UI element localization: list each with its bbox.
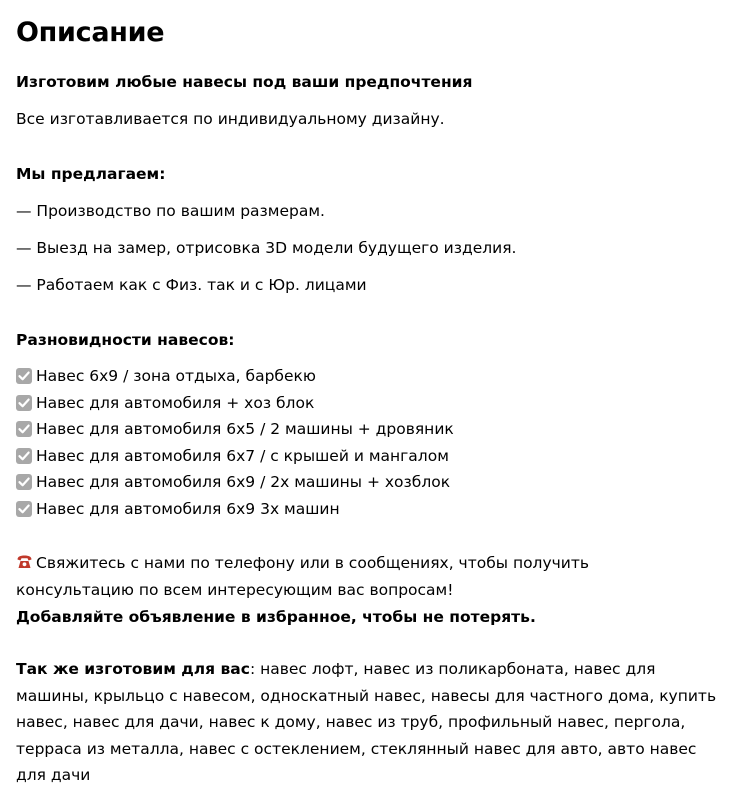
- also-paragraph: [16, 656, 730, 789]
- check-box-icon: [16, 395, 32, 411]
- check-box-icon: [16, 501, 32, 517]
- type-label: Навес для автомобиля 6х9 3х машин: [36, 499, 340, 518]
- types-list: [16, 363, 730, 522]
- intro-text: Все изготавливается по индивидуальному дизайну.: [16, 110, 445, 128]
- offer-line: — Работаем как с Физ. так и с Юр. лицами: [16, 276, 367, 294]
- list-item: [16, 390, 730, 417]
- offer-line: — Выезд на замер, отрисовка 3D модели будущего изделия.: [16, 239, 517, 257]
- favorite-note: Добавляйте объявление в избранное, чтобы не потерять.: [16, 608, 536, 626]
- also-text: : навес лофт, навес из поликарбоната, навес для машины, крыльцо с навесом, односкатный навес, навесы для частного дома, купить навес, навес для дачи, навес к дому, навес из труб, профильный навес, пергола, терраса из металла, навес с остеклением, стеклянный навес для авто, авто навес для дачи: [16, 660, 717, 784]
- check-box-icon: [16, 448, 32, 464]
- type-label: Навес для автомобиля 6х5 / 2 машины + дровяник: [36, 420, 454, 439]
- intro-heading: Изготовим любые навесы под ваши предпочтения: [16, 73, 473, 91]
- type-label: Навес для автомобиля + хоз блок: [36, 393, 315, 412]
- check-box-icon: [16, 421, 32, 437]
- list-item: [16, 416, 730, 443]
- contact-line-1: Свяжитесь с нами по телефону или в сообщениях, чтобы получить: [36, 554, 590, 572]
- offer-line: — Производство по вашим размерам.: [16, 202, 325, 220]
- list-item: [16, 363, 730, 390]
- offers-heading: Мы предлагаем:: [16, 165, 166, 183]
- type-label: Навес для автомобиля 6х7 / с крышей и мангалом: [36, 446, 449, 465]
- section-title: Описание: [16, 17, 165, 48]
- types-heading: Разновидности навесов:: [16, 331, 235, 349]
- also-label: Так же изготовим для вас: [16, 660, 250, 678]
- check-box-icon: [16, 368, 32, 384]
- contact-line-2: консультацию по всем интересующим вас вопросам!: [16, 581, 454, 599]
- list-item: [16, 469, 730, 496]
- telephone-icon: [16, 552, 33, 569]
- type-label: Навес 6x9 / зона отдыха, барбекю: [36, 367, 316, 386]
- list-item: [16, 496, 730, 523]
- list-item: [16, 443, 730, 470]
- type-label: Навес для автомобиля 6х9 / 2х машины + хозблок: [36, 473, 451, 492]
- check-box-icon: [16, 474, 32, 490]
- contact-text: [16, 550, 730, 604]
